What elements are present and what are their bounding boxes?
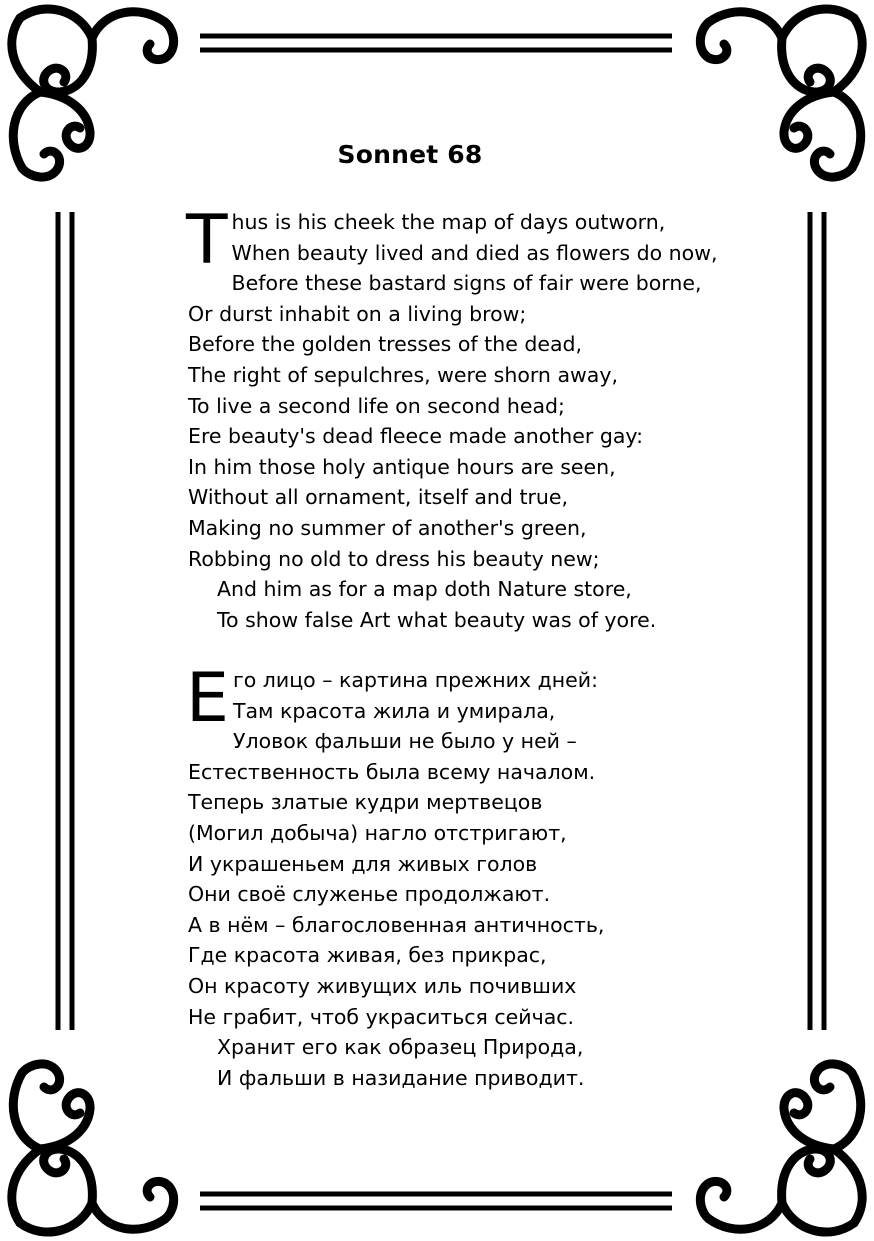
verse-line: Они своё служенье продолжают.: [188, 882, 551, 907]
drop-cap: Е: [186, 659, 229, 738]
verse-line: Не грабит, чтоб украситься сейчас.: [188, 1004, 575, 1029]
drop-cap: T: [186, 201, 228, 280]
english-sonnet: [186, 201, 718, 635]
verse-line: Before the golden tresses of the dead,: [188, 332, 583, 357]
verse-line: Уловок фальши не было у ней –: [232, 729, 577, 754]
verse-line: When beauty lived and died as flowers do now,: [231, 240, 718, 265]
verse-line: Thus is his cheek the map of days outworn,: [186, 201, 666, 280]
page-title: Sonnet 68: [337, 140, 483, 169]
verse-line: Before these bastard signs of fair were borne,: [231, 271, 702, 296]
verse-line: Там красота жила и умирала,: [232, 698, 556, 723]
verse-line: (Могил добыча) нагло отстригают,: [188, 820, 567, 845]
verse-line: И украшеньем для живых голов: [188, 851, 538, 876]
verse-line: To show false Art what beauty was of yore.: [217, 607, 657, 632]
verse-line: Хранит его как образец Природа,: [217, 1035, 584, 1060]
verse-line: Он красоту живущих иль почивших: [188, 973, 577, 998]
verse-line: Естественность была всему началом.: [188, 759, 596, 784]
verse-line: Ere beauty's dead fleece made another gay:: [188, 424, 643, 449]
verse-line: Теперь златые кудри мертвецов: [188, 790, 543, 815]
russian-sonnet: [186, 659, 605, 1093]
verse-line: In him those holy antique hours are seen,: [188, 454, 616, 479]
verse-line: Его лицо – картина прежних дней:: [186, 659, 598, 738]
verse-line: Где красота живая, без прикрас,: [188, 943, 547, 968]
verse-line: To live a second life on second head;: [188, 393, 565, 418]
verse-line: And him as for a map doth Nature store,: [217, 577, 632, 602]
verse-line: The right of sepulchres, were shorn away,: [188, 362, 618, 387]
verse-line: Making no summer of another's green,: [188, 515, 587, 540]
verse-line: Or durst inhabit on a living brow;: [188, 301, 527, 326]
verse-line: Without all ornament, itself and true,: [188, 485, 569, 510]
verse-line: А в нём – благословенная античность,: [188, 912, 605, 937]
verse-line: И фальши в назидание приводит.: [217, 1065, 585, 1090]
verse-line: Robbing no old to dress his beauty new;: [188, 546, 600, 571]
